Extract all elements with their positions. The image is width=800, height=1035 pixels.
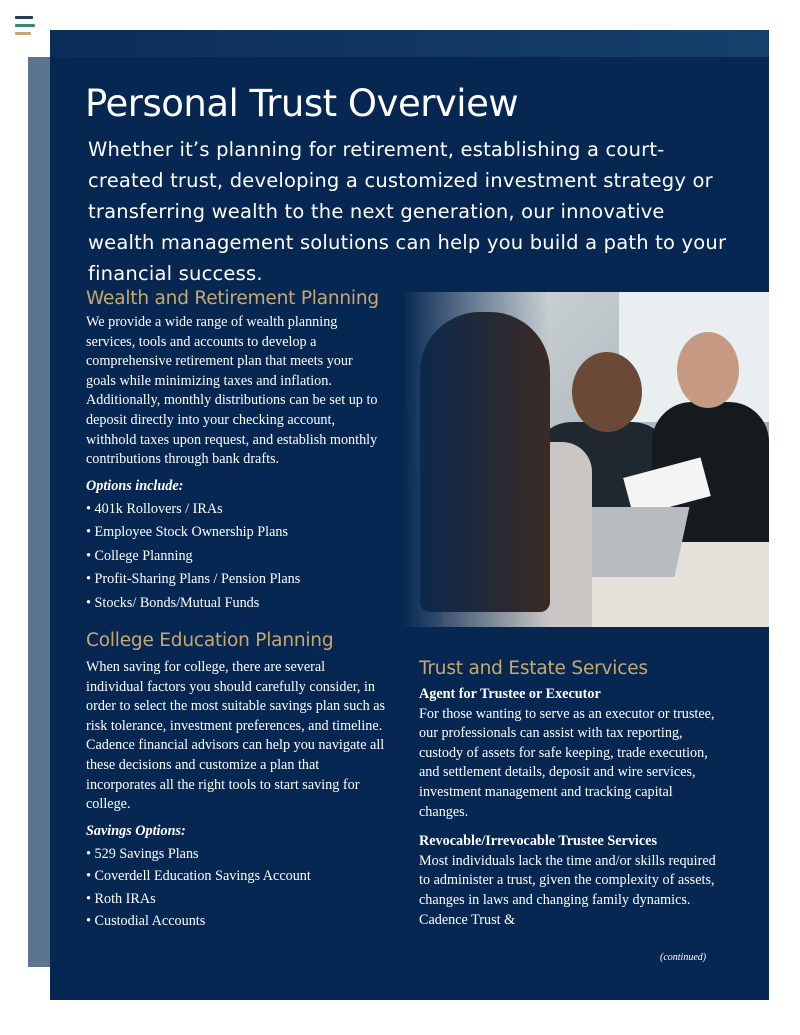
list-item: • Profit-Sharing Plans / Pension Plans bbox=[86, 568, 386, 592]
brand-logo-icon bbox=[15, 16, 35, 40]
college-options-list bbox=[86, 843, 386, 933]
list-item: • Custodial Accounts bbox=[86, 910, 386, 933]
continued-note: (continued) bbox=[660, 952, 707, 963]
wealth-heading: Wealth and Retirement Planning bbox=[86, 288, 379, 309]
side-band bbox=[28, 57, 52, 967]
trust-heading: Trust and Estate Services bbox=[419, 658, 648, 679]
intro-paragraph: Whether it’s planning for retirement, establishing a court-created trust, developing a customized investment strategy or transferring wealth to the next generation, our innovative wealth management solutions can help you build a path to your financial success. bbox=[88, 138, 727, 285]
list-item: • Roth IRAs bbox=[86, 888, 386, 911]
panel-top-bar bbox=[50, 30, 769, 57]
wealth-section bbox=[86, 288, 386, 615]
college-body: When saving for college, there are several individual factors you should carefully consider, in order to select the most suitable savings plan such as risk tolerance, investment preferences, and timeline. Cadence financial advisors can help you navigate all these decisions and customize a plan that incorporates all the right tools to start saving for college. bbox=[86, 659, 386, 813]
trust-body-trustee: Most individuals lack the time and/or skills required to administer a trust, given the complexity of assets, changes in laws and changing family dynamics. Cadence Trust & bbox=[419, 852, 716, 928]
list-item: • College Planning bbox=[86, 545, 386, 569]
wealth-options-list bbox=[86, 498, 386, 616]
list-item: • Coverdell Education Savings Account bbox=[86, 865, 386, 888]
page-title: Personal Trust Overview bbox=[85, 82, 519, 125]
list-item: • 529 Savings Plans bbox=[86, 843, 386, 866]
trust-sub-agent: Agent for Trustee or Executor bbox=[419, 686, 601, 702]
list-item: • 401k Rollovers / IRAs bbox=[86, 498, 386, 522]
trust-body-agent: For those wanting to serve as an executor or trustee, our professionals can assist with tax reporting, custody of assets for safe keeping, trade execution, and settlement details, deposit and wire services, investment management and tracking capital changes. bbox=[419, 705, 715, 820]
advisors-meeting-photo bbox=[402, 292, 769, 627]
list-item: • Stocks/ Bonds/Mutual Funds bbox=[86, 592, 386, 616]
trust-section bbox=[419, 658, 719, 930]
trust-sub-trustee: Revocable/Irrevocable Trustee Services bbox=[419, 833, 657, 850]
wealth-options-label: Options include: bbox=[86, 477, 184, 494]
college-section bbox=[86, 630, 386, 933]
wealth-body: We provide a wide range of wealth planning services, tools and accounts to develop a comprehensive retirement plan that meets your goals while minimizing taxes and inflation. Additionally, monthly distributions can be set up to deposit directly into your checking account, withhold taxes upon request, and establish monthly contributions through bank drafts. bbox=[86, 314, 378, 468]
college-heading: College Education Planning bbox=[86, 630, 334, 651]
content-panel bbox=[50, 30, 769, 1000]
college-options-label: Savings Options: bbox=[86, 822, 186, 839]
list-item: • Employee Stock Ownership Plans bbox=[86, 521, 386, 545]
